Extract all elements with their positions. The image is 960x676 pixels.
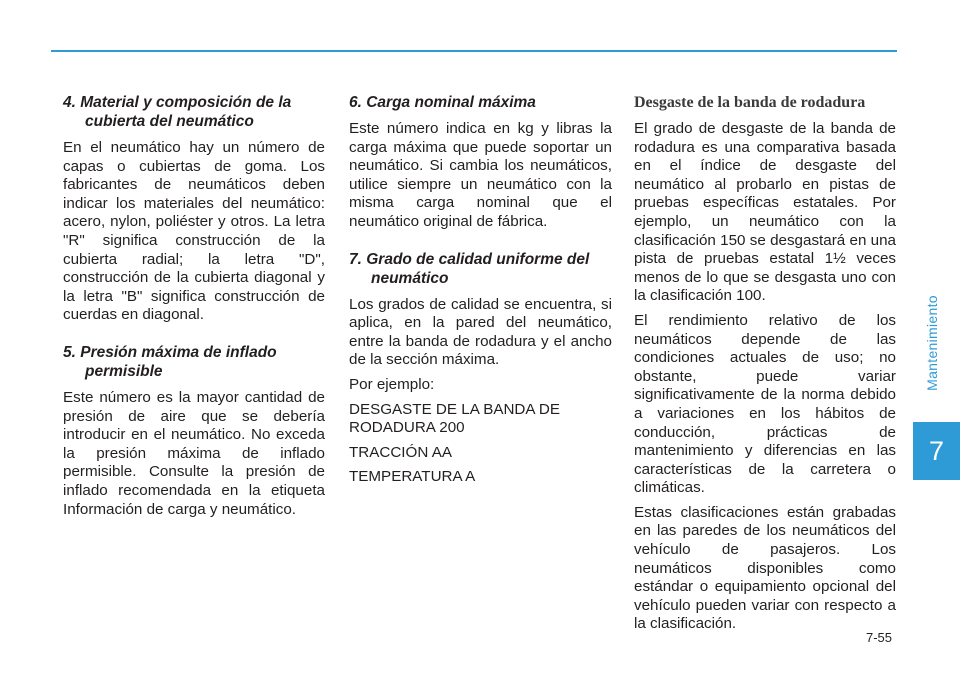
column-2: [349, 93, 612, 493]
header-rule: [51, 50, 897, 52]
chapter-side-label: [921, 270, 943, 415]
section-heading-max-pressure: 5. Presión máxima de inflado permisible: [63, 343, 277, 380]
paragraph-treadwear-grade: El grado de desgaste de la banda de rodadura es una comparativa basada en el índice de desgaste del neumático al probarlo en pistas de pruebas específicas estatales. Por ejemplo, un neumático con la clasificación 150 se desgastará en una pista de pruebas estatal 1½ veces menos de lo que se desgasta uno con la clasificación 100.: [634, 120, 896, 305]
column-1: [63, 93, 325, 525]
example-traction: TRACCIÓN AA: [349, 443, 452, 461]
page-number: 7-55: [865, 630, 892, 645]
paragraph-max-pressure: Este número es la mayor cantidad de presión de aire que se debería introducir en el neumático. No exceda la presión máxima de inflado permisible. Consulte la presión de inflado recomendada en la etiqueta Información de carga y neumático.: [63, 388, 325, 518]
paragraph-max-load: Este número indica en kg y libras la carga máxima que puede soportar un neumático. Si cambia los neumáticos, utilice siempre un neumático con la misma carga nominal que el neumático original de fábrica.: [349, 120, 612, 230]
section-heading-quality-grade: 7. Grado de calidad uniforme del neumático: [349, 250, 590, 287]
paragraph-quality-grade: Los grados de calidad se encuentra, si aplica, en la pared del neumático, entre la banda de rodadura y el ancho de la sección máxima.: [349, 295, 612, 369]
chapter-tab: [913, 422, 960, 480]
paragraph-material: En el neumático hay un número de capas o cubiertas de goma. Los fabricantes de neumáticos deben indicar los materiales del neumático: acero, nylon, poliéster y otros. La letra "R" significa construcción de la cubierta radial; la letra "D", construcción de la cubierta diagonal y la letra "B" significa construcción de cuerdas en diagonal.: [63, 139, 325, 324]
column-3: [634, 93, 896, 640]
example-treadwear: DESGASTE DE LA BANDA DE RODADURA 200: [349, 400, 561, 437]
section-heading-max-load: 6. Carga nominal máxima: [349, 94, 536, 111]
chapter-number: 7: [928, 435, 945, 466]
paragraph-example-intro: Por ejemplo:: [349, 375, 435, 393]
section-heading-material: 4. Material y composición de la cubierta del neumático: [63, 94, 292, 130]
paragraph-classification-molded: Estas clasificaciones están grabadas en las paredes de los neumáticos del vehículo de pasajeros. Los neumáticos disponibles como estándar o equipamiento opcional del vehículo pueden variar con respecto a la clasificación.: [634, 503, 896, 633]
chapter-side-label-text: Mantenimiento: [924, 294, 940, 391]
paragraph-relative-performance: El rendimiento relativo de los neumáticos depende de las condiciones actuales de uso; no obstante, puede variar significativamente de la norma debido a variaciones en los hábitos de conducción, prácticas de mantenimiento y diferencias en las características de la carretera o climáticas.: [634, 311, 896, 497]
section-heading-treadwear: Desgaste de la banda de rodadura: [634, 94, 866, 111]
example-temperature: TEMPERATURA A: [349, 468, 476, 486]
